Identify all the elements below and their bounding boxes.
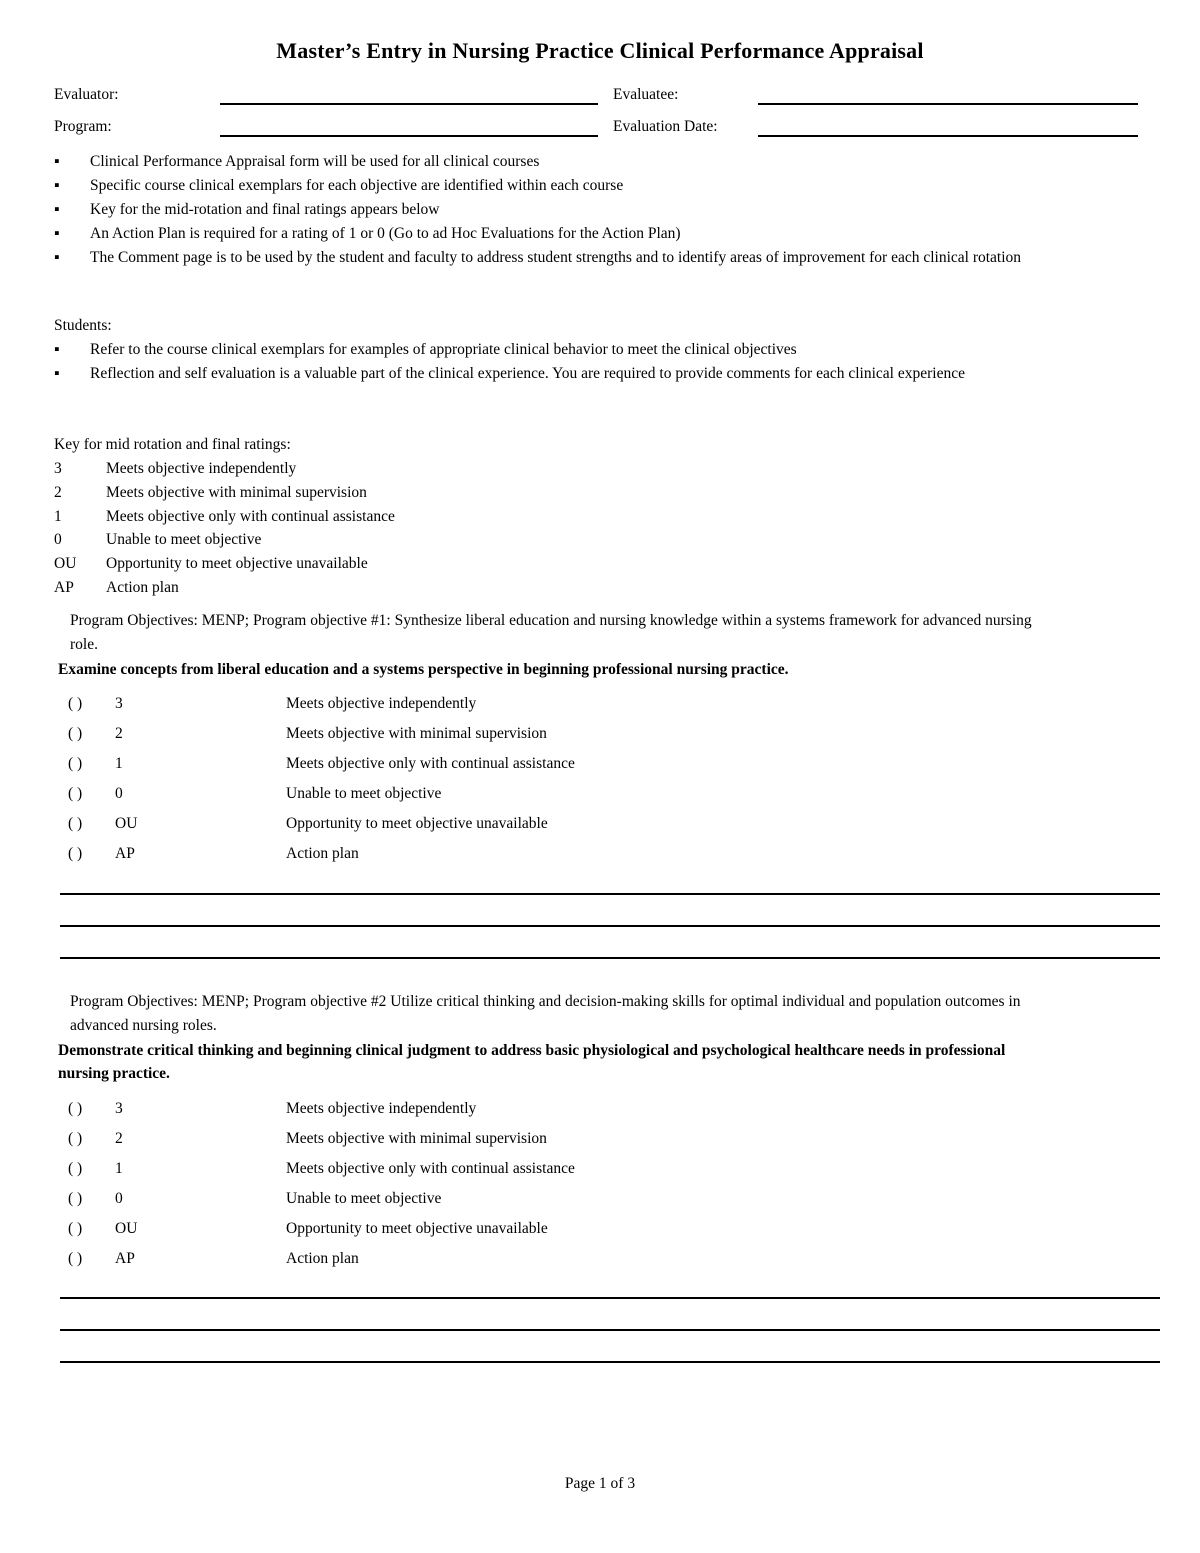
ratings-key: [54, 433, 1054, 600]
comment-line[interactable]: [60, 925, 1160, 927]
rating-option-2[interactable]: ( ) 2 Meets objective with minimal supervision: [68, 1124, 768, 1154]
objective-1-title: Examine concepts from liberal education and a systems perspective in beginning professional nursing practice.: [58, 661, 789, 678]
page-number: Page 1 of 3: [564, 1475, 636, 1492]
bullet-icon: ▪: [54, 153, 60, 170]
objective-2-title: Demonstrate critical thinking and beginning clinical judgment to address basic physiological and psychological healthcare needs in professional nursing practice.: [58, 1042, 1006, 1082]
comment-line[interactable]: [60, 1329, 1160, 1331]
key-heading: Key for mid rotation and final ratings:: [54, 436, 291, 453]
program-field[interactable]: [220, 135, 598, 137]
rating-option-1[interactable]: ( ) 1 Meets objective only with continual assistance: [68, 1154, 768, 1184]
rating-option-0[interactable]: ( ) 0 Unable to meet objective: [68, 779, 768, 809]
instructions-list: [54, 150, 1054, 270]
bullet-icon: ▪: [54, 249, 60, 266]
list-item: ▪ Specific course clinical exemplars for each objective are identified within each course: [54, 174, 1054, 198]
students-heading: Students:: [54, 317, 112, 334]
bullet-icon: ▪: [54, 341, 60, 358]
rating-checkbox[interactable]: ( ): [68, 1130, 83, 1147]
list-item: ▪ Key for the mid-rotation and final ratings appears below: [54, 198, 1054, 222]
comment-line[interactable]: [60, 1297, 1160, 1299]
rating-checkbox[interactable]: ( ): [68, 1220, 83, 1237]
bullet-icon: ▪: [54, 177, 60, 194]
rating-option-ap[interactable]: ( ) AP Action plan: [68, 1244, 768, 1274]
list-item: ▪ Clinical Performance Appraisal form will be used for all clinical courses: [54, 150, 1054, 174]
objective-1-intro: Program Objectives: MENP; Program objective #1: Synthesize liberal education and nursing knowledge within a systems framework for advanced nursing role.: [70, 612, 1032, 653]
rating-option-ou[interactable]: ( ) OU Opportunity to meet objective unavailable: [68, 1214, 768, 1244]
comment-line[interactable]: [60, 957, 1160, 959]
rating-checkbox[interactable]: ( ): [68, 1160, 83, 1177]
rating-checkbox[interactable]: ( ): [68, 725, 83, 742]
evaluator-label: Evaluator:: [54, 86, 119, 103]
key-row: 2 Meets objective with minimal supervision: [54, 483, 367, 501]
rating-checkbox[interactable]: ( ): [68, 815, 83, 832]
rating-option-ou[interactable]: ( ) OU Opportunity to meet objective unavailable: [68, 809, 768, 839]
rating-option-3[interactable]: ( ) 3 Meets objective independently: [68, 1094, 768, 1124]
list-item: ▪ An Action Plan is required for a rating of 1 or 0 (Go to ad Hoc Evaluations for the Action Plan): [54, 222, 1054, 246]
rating-checkbox[interactable]: ( ): [68, 1100, 83, 1117]
bullet-icon: ▪: [54, 201, 60, 218]
list-item: ▪ Reflection and self evaluation is a valuable part of the clinical experience. You are required to provide comments for each clinical experience: [54, 362, 1054, 386]
comment-line[interactable]: [60, 1361, 1160, 1363]
rating-option-2[interactable]: ( ) 2 Meets objective with minimal supervision: [68, 719, 768, 749]
key-row: OU Opportunity to meet objective unavailable: [54, 555, 368, 573]
evaluatee-label: Evaluatee:: [613, 86, 679, 103]
rating-checkbox[interactable]: ( ): [68, 695, 83, 712]
rating-checkbox[interactable]: ( ): [68, 1190, 83, 1207]
evaluation-date-label: Evaluation Date:: [613, 118, 718, 135]
rating-option-ap[interactable]: ( ) AP Action plan: [68, 839, 768, 869]
rating-checkbox[interactable]: ( ): [68, 755, 83, 772]
objective-2-intro: Program Objectives: MENP; Program objective #2 Utilize critical thinking and decision-making skills for optimal individual and population outcomes in advanced nursing roles.: [70, 993, 1021, 1034]
list-item: ▪ The Comment page is to be used by the student and faculty to address student strengths and to identify areas of improvement for each clinical rotation: [54, 246, 1054, 270]
list-item: ▪ Refer to the course clinical exemplars for examples of appropriate clinical behavior to meet the clinical objectives: [54, 338, 1054, 362]
rating-checkbox[interactable]: ( ): [68, 785, 83, 802]
evaluator-field[interactable]: [220, 103, 598, 105]
key-row: AP Action plan: [54, 578, 179, 596]
rating-option-1[interactable]: ( ) 1 Meets objective only with continual assistance: [68, 749, 768, 779]
bullet-icon: ▪: [54, 225, 60, 242]
rating-checkbox[interactable]: ( ): [68, 1250, 83, 1267]
rating-option-0[interactable]: ( ) 0 Unable to meet objective: [68, 1184, 768, 1214]
comment-line[interactable]: [60, 893, 1160, 895]
bullet-icon: ▪: [54, 365, 60, 382]
evaluation-date-field[interactable]: [758, 135, 1138, 137]
objective-1-ratings: [68, 689, 768, 869]
key-row: 0 Unable to meet objective: [54, 531, 262, 549]
evaluatee-field[interactable]: [758, 103, 1138, 105]
rating-option-3[interactable]: ( ) 3 Meets objective independently: [68, 689, 768, 719]
key-row: 3 Meets objective independently: [54, 460, 297, 477]
rating-checkbox[interactable]: ( ): [68, 845, 83, 862]
page-title: Master’s Entry in Nursing Practice Clinical Performance Appraisal: [276, 38, 924, 63]
key-row: 1 Meets objective only with continual assistance: [54, 507, 395, 525]
program-label: Program:: [54, 118, 112, 135]
objective-2-ratings: [68, 1094, 768, 1274]
students-section: [54, 314, 1054, 386]
